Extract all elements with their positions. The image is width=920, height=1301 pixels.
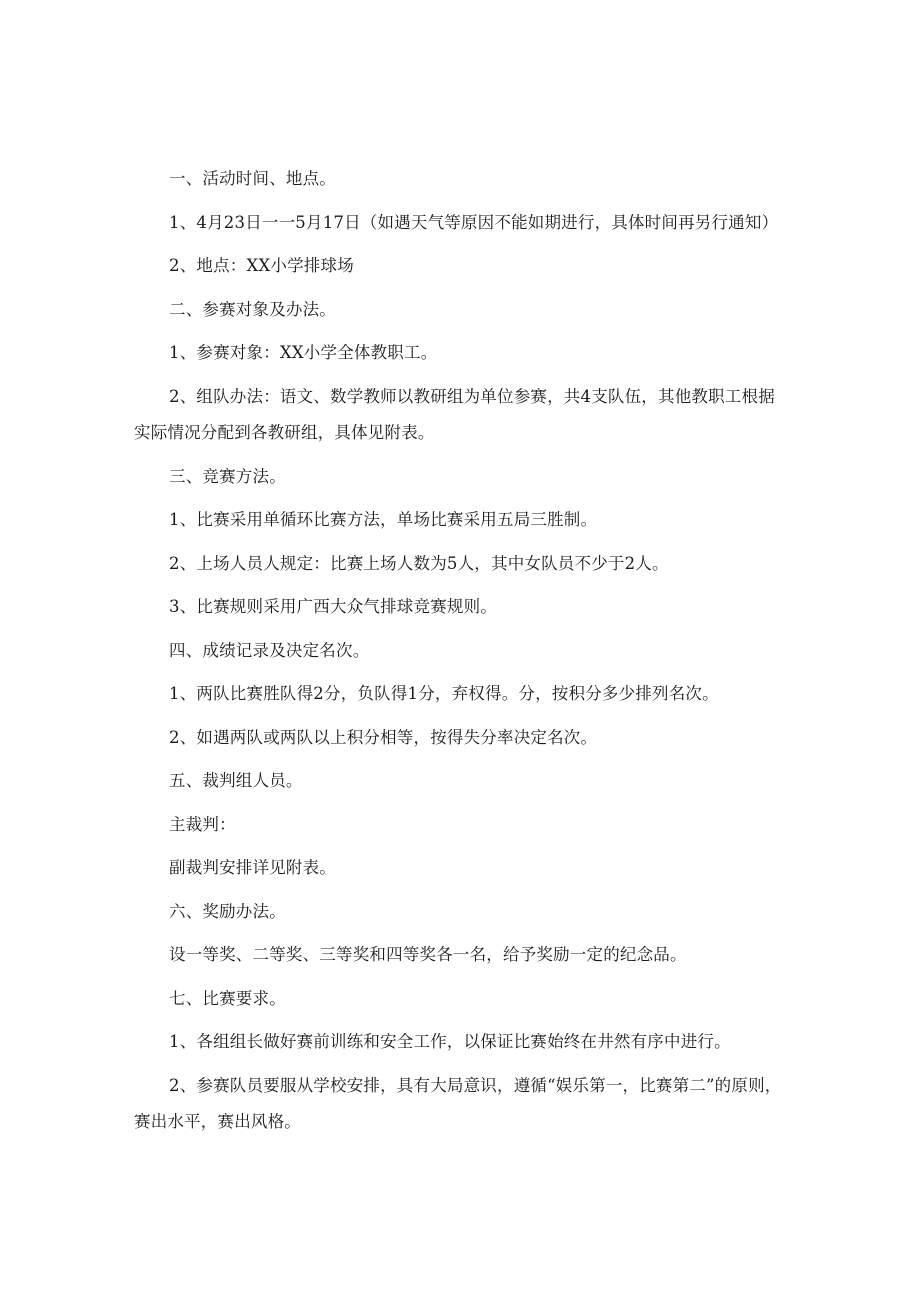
paragraph-round-robin: 1、比赛采用单循环比赛方法，单场比赛采用五局三胜制。	[169, 510, 598, 529]
document-body	[134, 157, 784, 1144]
section-heading-scoring: 四、成绩记录及决定名次。	[169, 640, 370, 660]
paragraph-participants: 1、参赛对象：XX小学全体教职工。	[169, 343, 438, 362]
section-heading-time-location: 一、活动时间、地点。	[169, 169, 336, 188]
section-heading-requirements: 七、比赛要求。	[169, 988, 286, 1008]
paragraph-team-method: 2、组队办法：语文、数学教师以教研组为单位参赛，共4支队伍，其他教职工根据实际情况分配到各教研组，具体见附表。	[134, 386, 775, 442]
section-heading-awards: 六、奖励办法。	[169, 901, 286, 921]
section-heading-participants: 二、参赛对象及办法。	[169, 299, 336, 319]
section-heading-referees: 五、裁判组人员。	[169, 771, 303, 790]
paragraph-requirement-2: 2、参赛队员要服从学校安排，具有大局意识，遵循“娱乐第一，比赛第二”的原则，赛出水平，赛出风格。	[134, 1075, 782, 1131]
paragraph-date: 1、4月23日一一5月17日（如遇天气等原因不能如期进行，具体时间再另行通知）	[169, 212, 779, 232]
paragraph-assistant-referee: 副裁判安排详见附表。	[169, 858, 336, 877]
paragraph-head-referee: 主裁判：	[169, 814, 236, 834]
paragraph-rules: 3、比赛规则采用广西大众气排球竞赛规则。	[169, 597, 497, 616]
section-heading-competition-method: 三、竞赛方法。	[169, 466, 286, 486]
paragraph-requirement-1: 1、各组组长做好赛前训练和安全工作，以保证比赛始终在井然有序中进行。	[169, 1032, 731, 1051]
paragraph-tiebreak: 2、如遇两队或两队以上积分相等，按得失分率决定名次。	[169, 727, 598, 747]
paragraph-location: 2、地点：XX小学排球场	[169, 256, 354, 275]
paragraph-awards: 设一等奖、二等奖、三等奖和四等奖各一名，给予奖励一定的纪念品。	[169, 945, 687, 964]
paragraph-players-rule: 2、上场人员人规定：比赛上场人数为5人，其中女队员不少于2人。	[169, 553, 669, 573]
paragraph-points: 1、两队比赛胜队得2分，负队得1分，弃权得。分，按积分多少排列名次。	[169, 684, 719, 703]
